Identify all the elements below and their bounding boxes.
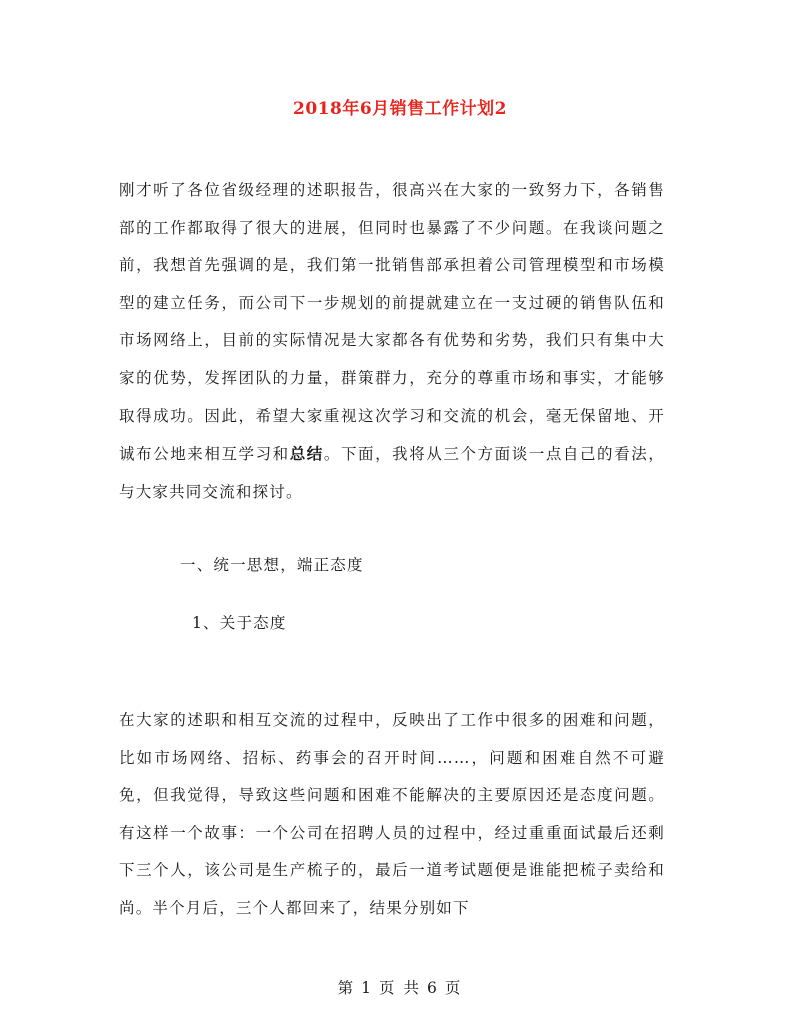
footer-total-pages: 6: [426, 979, 439, 997]
footer-suffix: 页: [444, 979, 463, 997]
page-footer: [0, 976, 800, 998]
subsection-heading-1: 1、关于态度: [192, 614, 287, 632]
body-paragraph-2: 在大家的述职和相互交流的过程中，反映出了工作中很多的困难和问题，比如市场网络、招标、药事会的召开时间……，问题和困难自然不可避免，但我觉得，导致这些问题和困难不能解决的主要原因还是态度问题。有这样一个故事：一个公司在招聘人员的过程中，经过重重面试最后还剩下三个人，该公司是生产梳子的，最后一道考试题便是谁能把梳子卖给和尚。半个月后，三个人都回来了，结果分别如下: [119, 711, 665, 917]
body-paragraph-1: [119, 172, 665, 511]
paragraph-1-text: 刚才听了各位省级经理的述职报告，很高兴在大家的一致努力下，各销售部的工作都取得了很大的进展，但同时也暴露了不少问题。在我谈问题之前，我想首先强调的是，我们第一批销售部承担着公司管理模型和市场模型的建立任务，而公司下一步规划的前提就建立在一支过硬的销售队伍和市场网络上，目前的实际情况是大家都各有优势和劣势，我们只有集中大家的优势，发挥团队的力量，群策群力，充分的尊重市场和事实，才能够取得成功。因此，希望大家重视这次学习和交流的机会，毫无保留地、开诚布公地来相互学习和: [119, 181, 665, 464]
document-title: 2018年6月销售工作计划2: [293, 99, 507, 119]
paragraph-1-text-end: 。下面，我将从三个方面谈一点自己的看法，与大家共同交流和探讨。: [119, 445, 665, 501]
footer-prefix: 第: [337, 979, 356, 997]
section-heading-1: 一、统一思想，端正态度: [180, 556, 364, 574]
keyword-link-summary[interactable]: 总结: [289, 444, 324, 464]
footer-middle: 页 共: [379, 979, 421, 997]
footer-page-number: 1: [361, 979, 374, 997]
